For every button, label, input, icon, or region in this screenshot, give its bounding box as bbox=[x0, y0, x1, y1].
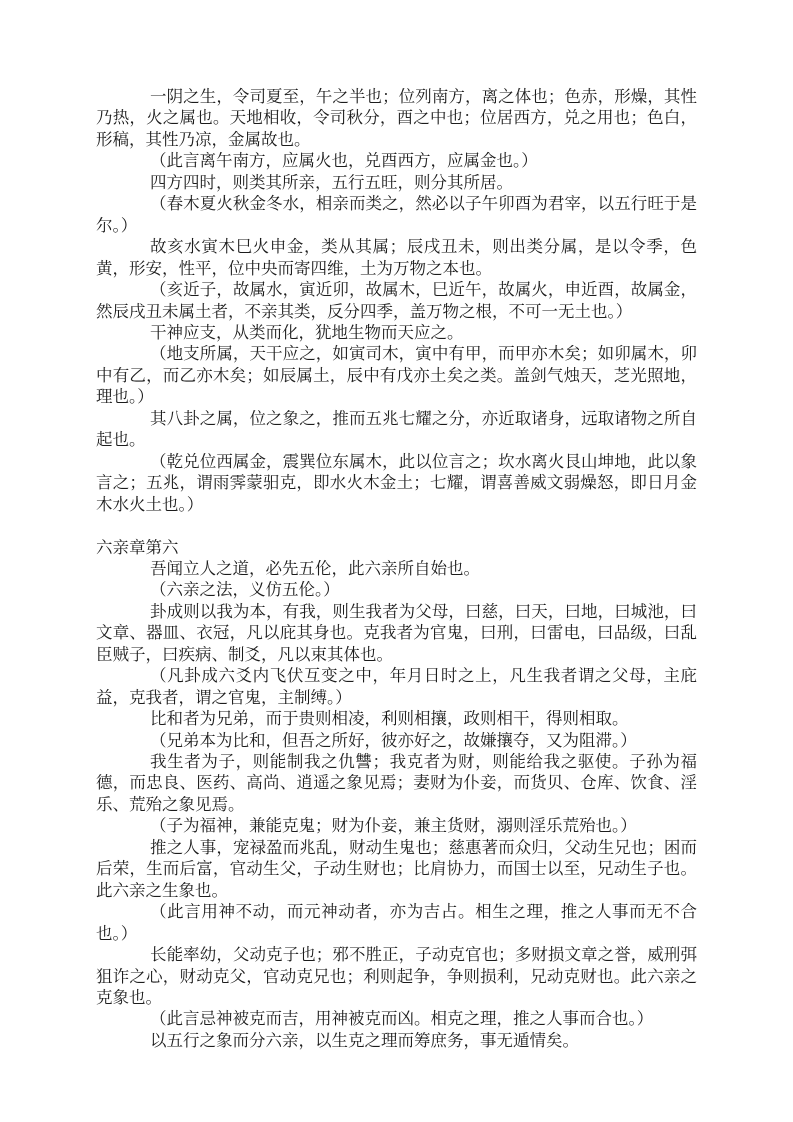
section-heading: 六亲章第六 bbox=[96, 537, 179, 557]
paragraph: （此言用神不动，而元神动者，亦为吉占。相生之理，推之人事而无不合也。） bbox=[96, 902, 697, 943]
paragraph: （此言忌神被克而吉，用神被克而凶。相克之理，推之人事而合也。） bbox=[150, 1009, 654, 1029]
paragraph: 比和者为兄弟，而于贵则相凌，利则相攘，政则相干，得则相取。 bbox=[150, 709, 629, 729]
document-content bbox=[96, 86, 697, 1051]
paragraph: （春木夏火秋金冬水，相亲而类之，然必以子午卯酉为君宰，以五行旺于是尔。） bbox=[96, 194, 697, 235]
document-section bbox=[96, 86, 697, 515]
paragraph: 其八卦之属，位之象之，推而五兆七耀之分，亦近取诸身，远取诸物之所自起也。 bbox=[96, 408, 697, 450]
paragraph: （地支所属，天干应之，如寅司木，寅中有甲，而甲亦木矣；如卯属木，卯中有乙，而乙亦木矣；如辰属土，辰中有戊亦土矣之类。盖剑气烛天，芝光照地，理也。） bbox=[96, 344, 697, 407]
paragraph: 以五行之象而分六亲，以生克之理而筹庶务，事无遁情矣。 bbox=[150, 1030, 579, 1050]
paragraph: （子为福神，兼能克鬼；财为仆妾，兼主货财，溺则淫乐荒殆也。） bbox=[150, 816, 637, 836]
paragraph: 故亥水寅木巳火申金，类从其属；辰戌丑未，则出类分属，是以令季，色黄，形安，性平，位中央而寄四维，土为万物之本也。 bbox=[96, 237, 697, 278]
paragraph: （凡卦成六爻内飞伏互变之中，年月日时之上，凡生我者谓之父母，主庇益，克我者，谓之官鬼，主制缚。） bbox=[96, 666, 697, 707]
paragraph: 长能率幼，父动克子也；邪不胜正，子动克官也；多财损文章之誉，威刑弭狙诈之心，财动克父，官动克兄也；利则起争，争则损利，兄动克财也。此六亲之克象也。 bbox=[96, 945, 697, 1008]
document-section bbox=[96, 537, 697, 1052]
paragraph: 四方四时，则类其所亲，五行五旺，则分其所居。 bbox=[150, 172, 513, 192]
paragraph: （六亲之法，义仿五伦。） bbox=[150, 580, 340, 600]
paragraph: （乾兑位西属金，震巽位东属木，此以位言之；坎水离火艮山坤地，此以象言之；五兆，谓雨霁蒙驲克，即水火木金土；七耀，谓喜善威文弱燥怒，即日月金木水火土也。） bbox=[96, 451, 697, 514]
paragraph: （亥近子，故属水，寅近卯，故属木，巳近午，故属火，申近酉，故属金，然辰戌丑未属土者，不亲其类，反分四季，盖万物之根，不可一无土也。） bbox=[96, 280, 697, 321]
paragraph: （此言离午南方，应属火也，兑酉西方，应属金也。） bbox=[150, 151, 538, 171]
paragraph: 吾闻立人之道，必先五伦，此六亲所自始也。 bbox=[150, 558, 480, 578]
paragraph: （兄弟本为比和，但吾之所好，彼亦好之，故嫌攘夺，又为阻滞。） bbox=[150, 730, 637, 750]
paragraph: 一阴之生，令司夏至，午之半也；位列南方，离之体也；色赤，形燥，其性乃热，火之属也。天地相收，令司秋分，酉之中也；位居西方，兑之用也；色白，形稿，其性乃凉，金属故也。 bbox=[96, 87, 697, 149]
paragraph: 推之人事，宠禄盈而兆乱，财动生鬼也；慈惠著而众归，父动生兄也；困而后荣，生而后富，官动生父，子动生财也；比肩协力，而国士以至，兄动生子也。此六亲之生象也。 bbox=[96, 837, 697, 900]
paragraph: 我生者为子，则能制我之仇讐；我克者为财，则能给我之驱使。子孙为福德，而忠良、医药、高尚、逍遥之象见焉；妻财为仆妾，而货贝、仓库、饮食、淫乐、荒殆之象见焉。 bbox=[96, 752, 697, 814]
paragraph: 干神应支，从类而化，犹地生物而天应之。 bbox=[150, 322, 464, 342]
paragraph: 卦成则以我为本，有我，则生我者为父母，曰慈，曰天，曰地，曰城池，曰文章、器皿、衣冠，凡以庇其身也。克我者为官鬼，曰刑，曰雷电，曰品级，曰乱臣贼子，曰疾病、制爻，凡以束其体也。 bbox=[96, 601, 697, 664]
